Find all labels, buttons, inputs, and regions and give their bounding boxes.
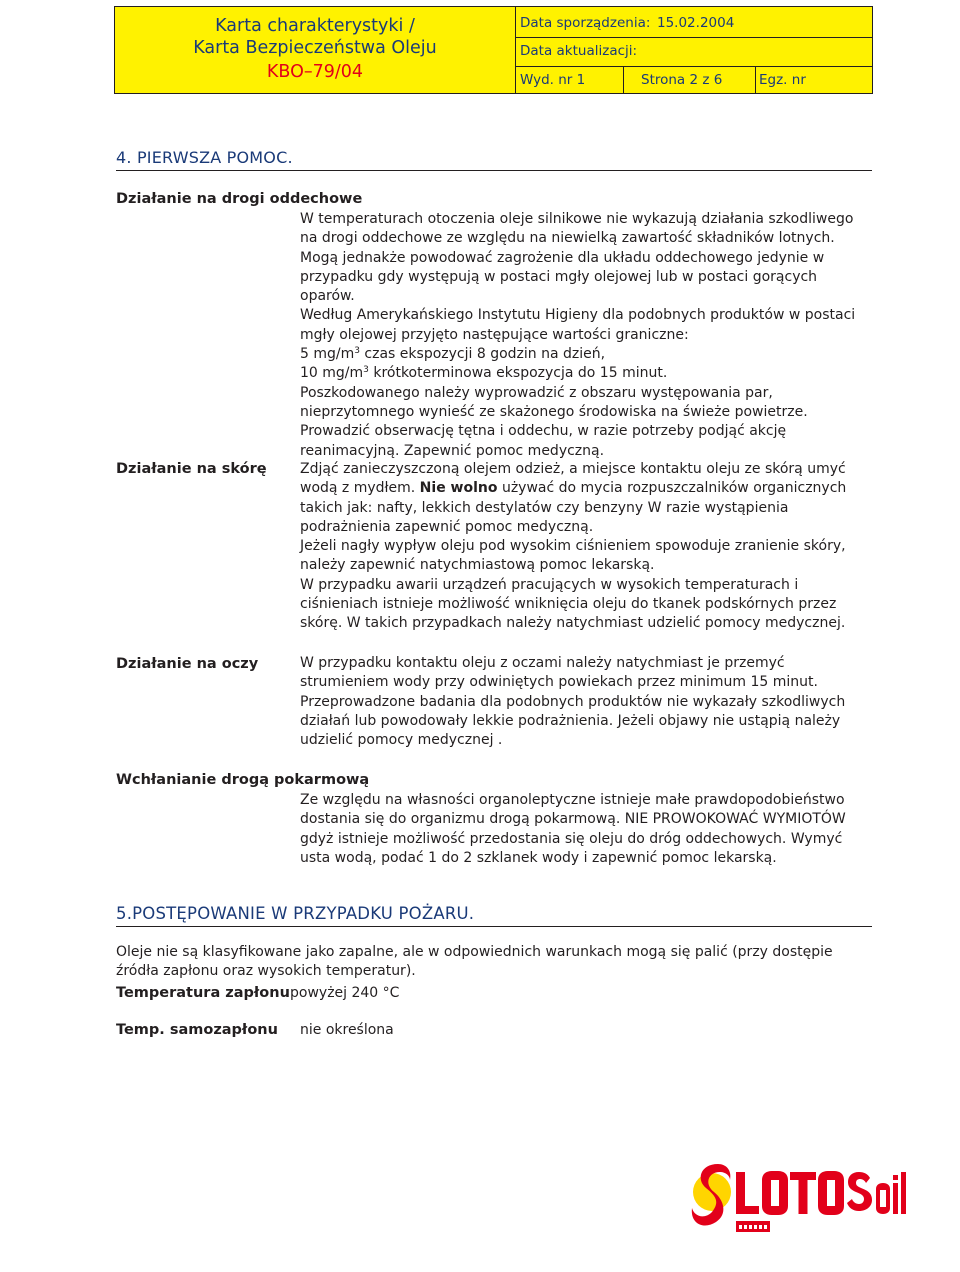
copy-number: Egz. nr: [759, 72, 806, 88]
header-titles: [115, 15, 515, 83]
ingestion-paragraph-1: Ze względu na własności organoleptyczne istnieje małe prawdopodobieństwo dostania się do organizmu drogą pokarmową. NIE PROWOKOWAĆ WYMIOTÓW gdyż istnieje możliwość przedostania się oleju do dróg oddechowych. Wymyć usta wodą, podać 1 do 2 szklanek wody i zapewnić pomoc lekarską.: [300, 792, 846, 866]
section-4-title: 4. PIERWSZA POMOC.: [116, 148, 872, 171]
date-created-value: 15.02.2004: [657, 15, 735, 31]
document-code: KBO–79/04: [266, 62, 364, 82]
header-title-line2: Karta Bezpieczeństwa Oleju: [193, 38, 437, 58]
fire-intro-text: Oleje nie są klasyfikowane jako zapalne, ale w odpowiednich warunkach mogą się palić (przy dostępie źródła zapłonu oraz wysokich temperatur).: [116, 944, 833, 980]
lotos-emblem-icon: [692, 1164, 731, 1226]
skin-paragraph-1: Zdjąć zanieczyszczoną olejem odzież, a miejsce kontaktu oleju ze skórą umyć wodą z mydłem. Nie wolno używać do mycia rozpuszczalników organicznych takich jak: nafty, lekkich destylatów czy benzyny W razie wystąpienia podrażnienia zapewnić pomoc medyczną.: [300, 461, 847, 535]
inhalation-paragraph-3: Poszkodowanego należy wyprowadzić z obszaru występowania par, nieprzytomnego wynieść ze skażonego środowiska na świeże powietrze. Prowadzić obserwację tętna i oddechu, w razie potrzeby podjąć akcję reanimacyjną. Zapewnić pomoc medyczną.: [300, 384, 808, 459]
exposure-limit-1: 5 $mg/m^3$ czas ekspozycji 8 godzin na dzień,: [300, 346, 606, 363]
ingestion-label: Wchłanianie drogą pokarmową: [116, 772, 370, 788]
autoignition-label: Temp. samozapłonu: [116, 1022, 278, 1038]
grupa-label: [736, 1221, 770, 1232]
header-row-line-2: [516, 66, 872, 67]
lotos-wordmark: [736, 1171, 906, 1215]
header-title-line1: Karta charakterystyki /: [215, 16, 415, 36]
exposure-limit-2: 10 $mg/m^3$ krótkoterminowa ekspozycja do 15 minut.: [300, 365, 668, 382]
inhalation-text: [300, 210, 874, 461]
ingestion-text: [300, 791, 874, 868]
eyes-label: Działanie na oczy: [116, 656, 259, 672]
skin-text: [300, 460, 874, 634]
autoignition-value: nie określona: [300, 1022, 394, 1038]
section-5-title: 5.POSTĘPOWANIE W PRZYPADKU POŻARU.: [116, 904, 872, 927]
flash-point-value: powyżej 240 °C: [290, 985, 400, 1001]
header-col-line-2: [755, 66, 756, 93]
header-row-line-1: [516, 37, 872, 38]
edition-number: Wyd. nr 1: [520, 72, 586, 88]
header-divider: [515, 7, 516, 93]
header-col-line-1: [623, 66, 624, 93]
eyes-paragraph-1: W przypadku kontaktu oleju z oczami należy natychmiast je przemyć strumieniem wody przy odwiniętych powiekach przez minimum 15 minut. Przeprowadzone badania dla podobnych produktów nie wykazały szkodliwych działań lub powodowały lekkie podrażnienia. Jeżeli objawy nie ustąpią należy udzielić pomocy medycznej .: [300, 655, 846, 749]
inhalation-paragraph-1: W temperaturach otoczenia oleje silnikowe nie wykazują działania szkodliwego na drogi oddechowe ze względu na niewielką zawartość składników lotnych. Mogą jednakże powodować zagrożenie dla układu oddechowego jedynie w przypadku gdy występują w postaci mgły olejowej lub w postaci gorących oparów.: [300, 211, 854, 305]
date-updated-label: Data aktualizacji:: [520, 43, 638, 59]
skin-label: Działanie na skórę: [116, 461, 267, 477]
flash-point-label: Temperatura zapłonu: [116, 985, 290, 1001]
page-number: Strona 2 z 6: [641, 72, 723, 88]
date-created-label: Data sporządzenia:: [520, 15, 651, 31]
skin-paragraph-3: W przypadku awarii urządzeń pracujących w wysokich temperaturach i ciśnieniach istnieje możliwość wniknięcia oleju do tkanek podskórnych przez skórę. W takich przypadkach należy natychmiast udzielić pomocy medycznej.: [300, 576, 846, 632]
document-header: [114, 6, 873, 94]
eyes-text: [300, 654, 874, 750]
inhalation-label: Działanie na drogi oddechowe: [116, 191, 363, 207]
lotos-oil-logo: [690, 1150, 910, 1240]
skin-paragraph-2: Jeżeli nagły wypływ oleju pod wysokim ciśnieniem spowoduje zranienie skóry, należy zapewnić natychmiastową pomoc lekarską.: [300, 538, 846, 574]
inhalation-paragraph-2: Według Amerykańskiego Instytutu Higieny dla podobnych produktów w postaci mgły olejowej przyjęto następujące wartości graniczne:: [300, 307, 856, 343]
